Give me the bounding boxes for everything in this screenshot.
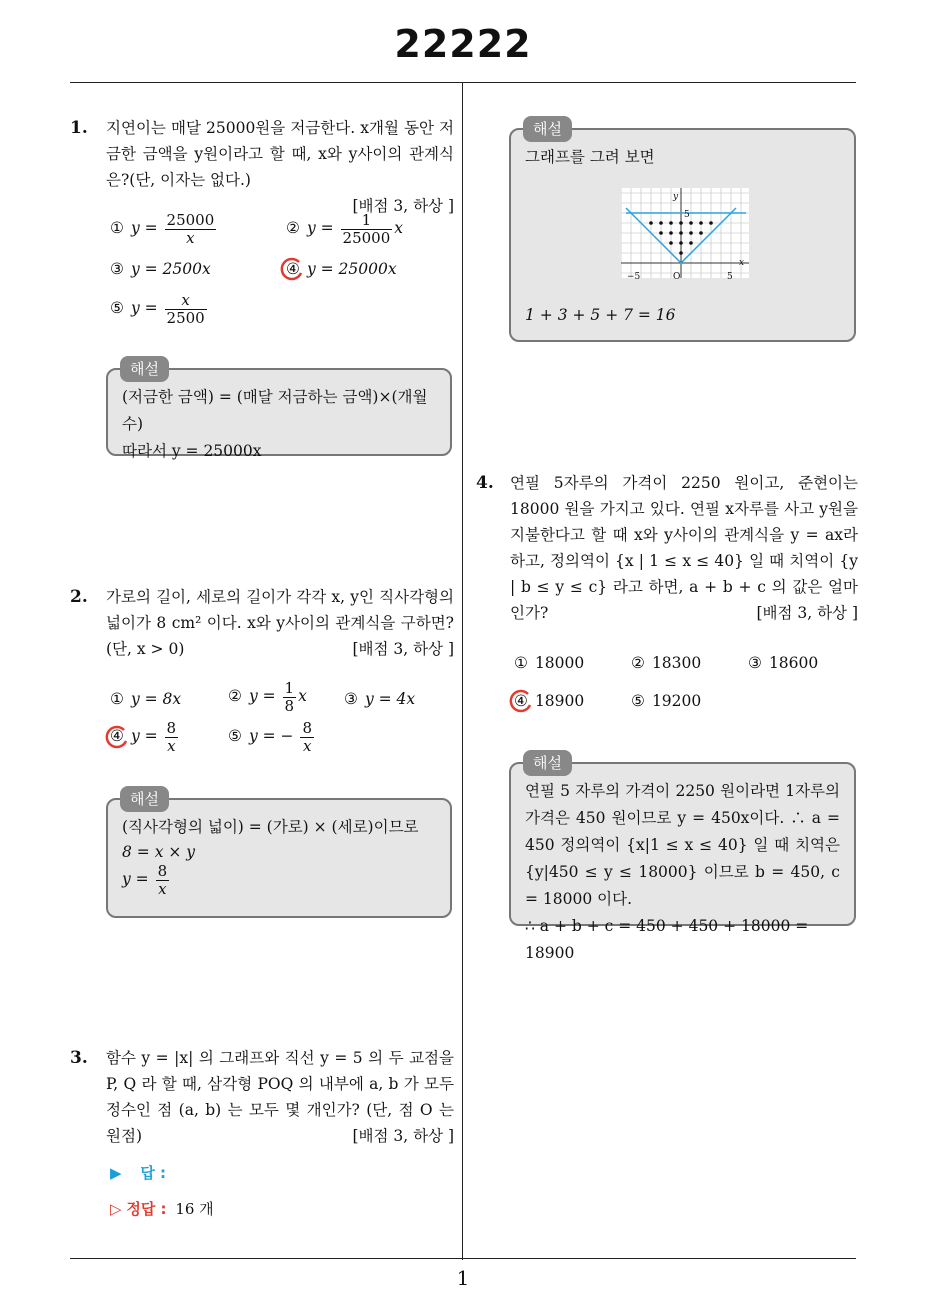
q1-solution-tag: 해설 <box>120 356 169 382</box>
q2-option-2-frac: $\frac{1}{8}$ <box>284 679 295 715</box>
q1-text: 지연이는 매달 25000원을 저금한다. x개월 동안 저금한 금액을 y원이라고 할 때, x와 y사이의 관계식은?(단, 이자는 없다.) <box>106 119 454 189</box>
q1-option-4-expr: y = 25000x <box>306 260 397 278</box>
q4-option-5-expr: 19200 <box>651 692 702 710</box>
q1-option-2[interactable] <box>284 212 403 246</box>
q3-meta: [배점 3, 하상 ] <box>352 1127 454 1145</box>
q2-option-4-mark: ④ <box>110 727 124 745</box>
q3-solution-box <box>509 120 856 342</box>
q4-option-1[interactable] <box>512 654 584 672</box>
q1-option-1[interactable] <box>108 212 218 246</box>
q1-option-2-frac: $\frac{1}{25000}$ <box>342 211 391 247</box>
q3-graph-x-label: x <box>739 258 745 268</box>
q2-question <box>106 584 454 662</box>
q3-answer-arrow-icon: ▶ <box>110 1164 122 1182</box>
q2-option-5-mark: ⑤ <box>228 727 242 745</box>
q3-graph-y-tick: 5 <box>684 210 690 220</box>
q2-option-5-lhs: y = − <box>248 727 294 745</box>
q2-option-2-mark: ② <box>228 687 242 705</box>
q4-solution-tag: 해설 <box>523 750 572 776</box>
q2-option-2-lhs: y = <box>248 687 276 705</box>
q4-option-2-mark: ② <box>631 654 645 672</box>
q1-option-2-mark: ② <box>286 219 300 237</box>
q2-option-3-mark: ③ <box>344 690 358 708</box>
q2-option-5[interactable] <box>226 720 316 754</box>
q1-option-2-tail: x <box>394 219 404 237</box>
q2-option-1-expr: y = 8x <box>130 690 182 708</box>
footer-rule <box>70 1258 856 1259</box>
q4-text: 연필 5자루의 가격이 2250 원이고, 준현이는 18000 원을 가지고 있다. 연필 x자루를 사고 y원을 지불한다고 할 때 x와 y사이의 관계식을 y = ax라 하고, 정의역이 {x | 1 ≤ x ≤ 40} 일 때 치역이 {y | b ≤ y ≤ c} 라고 하면, a + b + c 의 값은 얼마인가? <box>510 474 858 622</box>
q4-option-4-mark: ④ <box>514 692 528 710</box>
q1-option-3[interactable] <box>108 260 211 278</box>
q2-solution-line-1: (직사각형의 넓이) = (가로) × (세로)이므로 <box>122 818 419 836</box>
q2-solution-line-2: 8 = x × y <box>122 843 196 861</box>
q3-answer-row <box>110 1162 166 1183</box>
q1-option-4-mark: ④ <box>286 260 300 278</box>
q3-text: 함수 y = |x| 의 그래프와 직선 y = 5 의 두 교점을 P, Q 라 할 때, 삼각형 POQ 의 내부에 a, b 가 모두 정수인 점 (a, b) 는 모두 몇 개인가? (단, 점 O 는 원점) <box>106 1049 454 1145</box>
q3-correct-arrow-icon: ▷ <box>110 1200 122 1218</box>
q1-solution-line-1: (저금한 금액) = (매달 저금하는 금액)×(개월 수) <box>122 388 428 433</box>
q4-meta: [배점 3, 하상 ] <box>756 604 858 622</box>
q3-correct-row <box>110 1198 214 1219</box>
q3-graph-y-label: y <box>673 192 679 202</box>
q4-option-2[interactable] <box>629 654 701 672</box>
q2-option-4-frac: $\frac{8}{x}$ <box>166 719 177 755</box>
q1-option-3-mark: ③ <box>110 260 124 278</box>
q3-solution-graph <box>621 188 749 282</box>
q2-solution-line-3: y = $\frac{8}{x}$ <box>122 862 168 898</box>
q2-option-2-tail: x <box>298 687 307 705</box>
q4-solution-box <box>509 754 856 962</box>
q4-question <box>510 470 858 626</box>
q1-question <box>106 115 454 219</box>
q2-meta: [배점 3, 하상 ] <box>352 640 454 658</box>
q3-graph-x-tick-neg: −5 <box>627 272 641 282</box>
q4-option-1-mark: ① <box>514 654 528 672</box>
q4-option-3-expr: 18600 <box>768 654 819 672</box>
q3-correct-value: 16 개 <box>175 1200 214 1218</box>
q4-option-4-expr: 18900 <box>534 692 585 710</box>
header-rule <box>70 82 856 83</box>
q4-option-5[interactable] <box>629 692 701 710</box>
q1-correct-mark-icon <box>279 256 305 282</box>
q1-option-5-lhs: y = <box>130 299 158 317</box>
q2-correct-mark-icon <box>104 724 130 750</box>
q3-graph-origin: O <box>673 272 681 282</box>
q1-number: 1. <box>70 118 88 138</box>
q3-number: 3. <box>70 1048 88 1068</box>
q3-solution-tag: 해설 <box>523 116 572 142</box>
q4-option-3-mark: ③ <box>748 654 762 672</box>
q2-option-5-frac: $\frac{8}{x}$ <box>302 719 313 755</box>
q4-option-2-expr: 18300 <box>651 654 702 672</box>
q2-number: 2. <box>70 587 88 607</box>
page-title: 22222 <box>394 22 532 66</box>
q4-solution-text: 연필 5 자루의 가격이 2250 원이라면 1자루의 가격은 450 원이므로 y = 450x이다. ∴ a = 450 정의역이 {x|1 ≤ x ≤ 40} 일 때 치역은 {y|450 ≤ y ≤ 18000} 이므로 b = 450, c = 18000 이다. <box>525 782 840 908</box>
q3-correct-label: 정답 : <box>126 1200 167 1218</box>
q4-option-3[interactable] <box>746 654 818 672</box>
q4-option-1-expr: 18000 <box>534 654 585 672</box>
q1-option-1-frac: $\frac{25000}{x}$ <box>166 211 215 247</box>
q1-option-5-frac: $\frac{x}{2500}$ <box>166 291 205 327</box>
q3-solution-line-1: 그래프를 그려 보면 <box>525 148 655 166</box>
q1-option-2-lhs: y = <box>306 219 334 237</box>
q2-solution-tag: 해설 <box>120 786 169 812</box>
q4-number: 4. <box>476 473 494 493</box>
page-number: 1 <box>456 1266 470 1290</box>
q2-option-4-lhs: y = <box>130 727 158 745</box>
q2-text: 가로의 길이, 세로의 길이가 각각 x, y인 직사각형의 넓이가 8 cm² 이다. x와 y사이의 관계식을 구하면? (단, x > 0) <box>106 588 454 658</box>
q2-option-1[interactable] <box>108 690 181 708</box>
q1-option-5-mark: ⑤ <box>110 299 124 317</box>
q1-option-5[interactable] <box>108 292 209 326</box>
q1-option-3-expr: y = 2500x <box>130 260 211 278</box>
q1-option-1-lhs: y = <box>130 219 158 237</box>
q1-option-1-mark: ① <box>110 219 124 237</box>
q3-graph-x-tick-pos: 5 <box>727 272 733 282</box>
q2-option-2[interactable] <box>226 680 307 714</box>
q2-option-3[interactable] <box>342 690 415 708</box>
q3-solution-line-2: 1 + 3 + 5 + 7 = 16 <box>525 306 676 324</box>
q4-option-5-mark: ⑤ <box>631 692 645 710</box>
column-divider <box>462 83 463 1260</box>
q4-correct-mark-icon <box>508 688 534 714</box>
q2-option-1-mark: ① <box>110 690 124 708</box>
q1-meta: [배점 3, 하상 ] <box>352 197 454 215</box>
q2-option-3-expr: y = 4x <box>364 690 416 708</box>
q3-question <box>106 1045 454 1149</box>
q1-solution-box <box>106 360 452 460</box>
q3-answer-label: 답 : <box>140 1164 167 1182</box>
q1-solution-line-2: 따라서 y = 25000x <box>122 442 262 460</box>
q2-solution-box <box>106 790 452 918</box>
q4-solution-last-line: ∴ a + b + c = 450 + 450 + 18000 = 18900 <box>525 917 809 962</box>
